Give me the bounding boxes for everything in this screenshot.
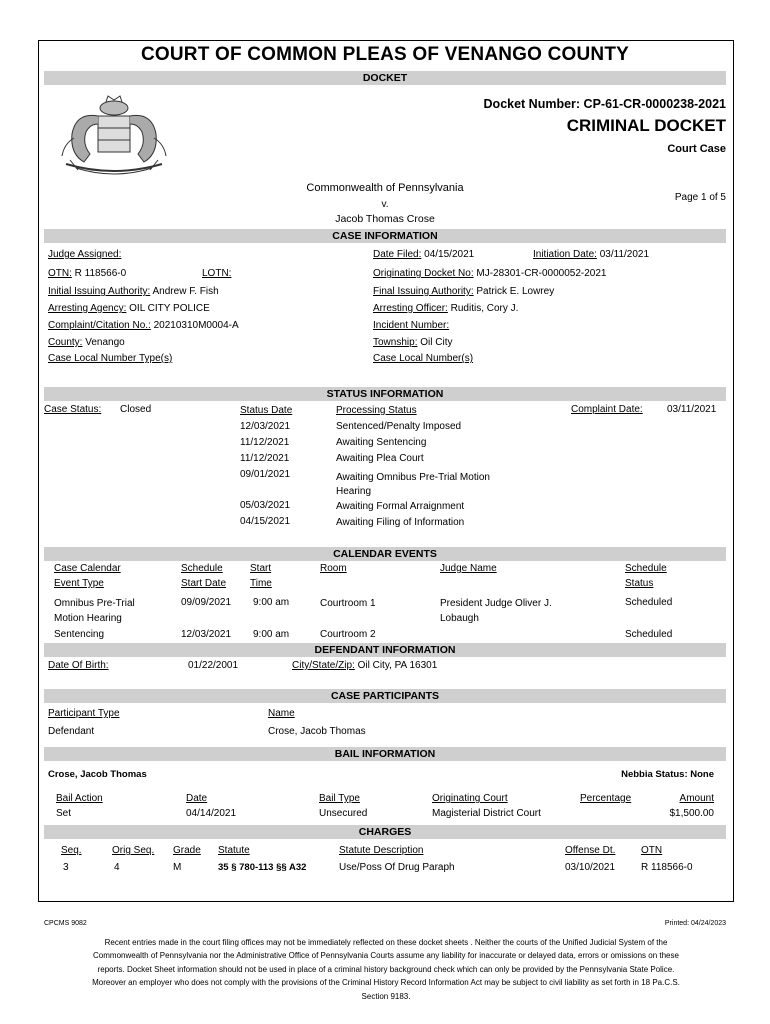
calendar-start-date: 09/09/2021 [181, 597, 232, 608]
calendar-events-bar: CALENDAR EVENTS [44, 547, 726, 561]
calendar-event-type-continued: Motion Hearing [54, 613, 122, 624]
calendar-col-start-date: Schedule [181, 563, 223, 574]
dob-label: Date Of Birth: [48, 660, 109, 671]
charge-description: Use/Poss Of Drug Paraph [339, 862, 455, 873]
status-row-status: Awaiting Filing of Information [336, 517, 465, 528]
calendar-col-start-date-2: Start Date [181, 578, 227, 589]
otn-label: OTN: [48, 268, 72, 279]
calendar-col-event-type: Case Calendar [54, 563, 121, 574]
participant-name-label: Name [268, 708, 295, 719]
date-filed-label: Date Filed: [373, 249, 422, 260]
bail-type-label: Bail Type [319, 793, 360, 804]
bail-amount: $1,500.00 [669, 808, 714, 819]
status-information-bar: STATUS INFORMATION [44, 387, 726, 401]
calendar-start-date: 12/03/2021 [181, 629, 232, 640]
complaint-date-label: Complaint Date: [571, 404, 643, 415]
case-participants-bar: CASE PARTICIPANTS [44, 689, 726, 703]
initial-issuing-value: Andrew F. Fish [152, 286, 219, 297]
bail-date-label: Date [186, 793, 208, 804]
defendant-information-bar: DEFENDANT INFORMATION [44, 643, 726, 657]
case-local-numbers-label: Case Local Number(s) [373, 353, 474, 364]
docket-type: CRIMINAL DOCKET [566, 116, 726, 135]
dob-value: 01/22/2001 [188, 660, 239, 671]
calendar-col-start-time: Start [250, 563, 272, 574]
calendar-room: Courtroom 2 [320, 629, 376, 640]
docket-number: Docket Number: CP-61-CR-0000238-2021 [483, 97, 726, 111]
calendar-col-event-type-2: Event Type [54, 578, 104, 589]
originating-docket-label: Originating Docket No: [373, 268, 474, 279]
disclaimer-note: Recent entries made in the court filing offices may not be immediately reflected on these docket sheets . Neither the courts of the Unified Judicial System of the Commonwealth of Pennsylvania nor the Administrative Office of Pennsylvania Courts assume any liability for inaccurate or delayed data, errors or omissions on these reports. Docket Sheet information should not be used in place of a criminal history background check which can only be provided by the Pennsylvania State Police. Moreover an employer who does not comply with the provisions of the Criminal History Record Information Act may be subject to civil liability as set forth in 18 Pa.C.S. Section 9183. [92, 938, 680, 1001]
charge-seq-label: Seq. [61, 845, 82, 856]
court-title: COURT OF COMMON PLEAS OF VENANGO COUNTY [140, 44, 630, 65]
initial-issuing-label: Initial Issuing Authority: [48, 286, 151, 297]
printed-date: Printed: 04/24/2023 [664, 920, 726, 927]
bail-type: Unsecured [319, 808, 368, 819]
status-date-label: Status Date [240, 405, 293, 416]
charge-offense-date-label: Offense Dt. [565, 845, 616, 856]
complaint-number-label: Complaint/Citation No.: [48, 320, 151, 331]
status-row-status: Awaiting Formal Arraignment [336, 501, 465, 512]
otn-value: R 118566-0 [74, 268, 127, 279]
initiation-date-value: 03/11/2021 [599, 249, 650, 260]
calendar-col-start-time-2: Time [250, 578, 272, 589]
status-row-date: 05/03/2021 [240, 500, 291, 511]
initiation-date-label: Initiation Date: [533, 249, 597, 260]
status-row-date: 04/15/2021 [240, 516, 291, 527]
originating-court-label: Originating Court [432, 793, 508, 804]
judge-assigned-label: Judge Assigned: [48, 249, 122, 260]
status-row-status: Awaiting Sentencing [336, 437, 427, 448]
pennsylvania-coat-of-arms-seal [56, 94, 172, 176]
city-state-zip-value: Oil City, PA 16301 [357, 660, 438, 671]
case-status-value: Closed [120, 404, 152, 415]
bail-date: 04/14/2021 [186, 808, 237, 819]
caption-defendant: Jacob Thomas Crose [335, 213, 435, 225]
arresting-officer-value: Ruditis, Cory J. [450, 303, 519, 314]
arresting-agency-value: OIL CITY POLICE [129, 303, 210, 314]
participant-type: Defendant [48, 726, 95, 737]
form-id: CPCMS 9082 [44, 920, 87, 927]
charge-orig-seq-label: Orig Seq. [112, 845, 155, 856]
originating-docket-value: MJ-28301-CR-0000052-2021 [476, 268, 607, 279]
caption-plaintiff: Commonwealth of Pennsylvania [306, 182, 464, 194]
calendar-col-judge: Judge Name [440, 563, 497, 574]
nebbia-status: Nebbia Status: None [621, 769, 714, 780]
status-row-status: Awaiting Omnibus Pre-Trial Motion [336, 472, 490, 483]
calendar-start-time: 9:00 am [253, 629, 290, 640]
charge-orig-seq: 4 [114, 862, 120, 873]
calendar-col-status: Schedule [625, 563, 667, 574]
charge-grade-label: Grade [173, 845, 201, 856]
county-value: Venango [85, 337, 125, 348]
charge-seq: 3 [63, 862, 69, 873]
calendar-status: Scheduled [625, 597, 673, 608]
charge-offense-date: 03/10/2021 [565, 862, 616, 873]
status-row-date: 09/01/2021 [240, 469, 291, 480]
calendar-judge-continued: Lobaugh [440, 613, 479, 624]
township-label: Township: [373, 337, 418, 348]
charge-description-label: Statute Description [339, 845, 424, 856]
participant-type-label: Participant Type [48, 708, 120, 719]
amount-label: Amount [679, 793, 714, 804]
bail-information-bar: BAIL INFORMATION [44, 747, 726, 761]
incident-number-label: Incident Number: [373, 320, 450, 331]
calendar-judge: President Judge Oliver J. [440, 598, 552, 609]
complaint-date-value: 03/11/2021 [667, 404, 717, 415]
status-row-date: 11/12/2021 [240, 453, 290, 464]
final-issuing-value: Patrick E. Lowrey [476, 286, 555, 297]
status-row-date: 12/03/2021 [240, 421, 291, 432]
status-row-date: 11/12/2021 [240, 437, 290, 448]
status-row-status: Sentenced/Penalty Imposed [336, 421, 462, 432]
calendar-room: Courtroom 1 [320, 598, 376, 609]
case-information-bar: CASE INFORMATION [44, 229, 726, 243]
processing-status-label: Processing Status [336, 405, 417, 416]
participant-name: Crose, Jacob Thomas [268, 726, 366, 737]
final-issuing-label: Final Issuing Authority: [373, 286, 474, 297]
calendar-status: Scheduled [625, 629, 673, 640]
bail-action-label: Bail Action [56, 793, 103, 804]
status-row-status: Awaiting Plea Court [336, 453, 424, 464]
charge-statute: 35 § 780-113 §§ A32 [218, 862, 307, 873]
status-row-status-continued: Hearing [336, 486, 372, 497]
calendar-start-time: 9:00 am [253, 597, 290, 608]
city-state-zip-label: City/State/Zip: [292, 660, 355, 671]
complaint-number-value: 20210310M0004-A [153, 320, 239, 331]
township-value: Oil City [420, 337, 453, 348]
calendar-event-type: Sentencing [54, 629, 105, 640]
originating-court: Magisterial District Court [432, 808, 541, 819]
lotn-label: LOTN: [202, 268, 232, 279]
calendar-col-room: Room [320, 563, 347, 574]
docket-bar: DOCKET [44, 71, 726, 85]
case-local-type-label: Case Local Number Type(s) [48, 353, 173, 364]
arresting-agency-label: Arresting Agency: [48, 303, 127, 314]
case-status-label: Case Status: [44, 404, 102, 415]
charge-grade: M [173, 862, 182, 873]
caption-versus: v. [381, 199, 389, 210]
charge-statute-label: Statute [218, 845, 250, 856]
bail-action: Set [56, 808, 72, 819]
page-indicator: Page 1 of 5 [674, 192, 726, 203]
court-case-label: Court Case [667, 143, 726, 155]
charge-otn-label: OTN [641, 845, 663, 856]
bail-person: Crose, Jacob Thomas [48, 769, 147, 780]
calendar-col-status-2: Status [625, 578, 654, 589]
charges-bar: CHARGES [44, 825, 726, 839]
calendar-event-type: Omnibus Pre-Trial [54, 598, 135, 609]
charge-otn: R 118566-0 [641, 862, 693, 873]
arresting-officer-label: Arresting Officer: [373, 303, 448, 314]
date-filed-value: 04/15/2021 [424, 249, 475, 260]
percentage-label: Percentage [580, 793, 632, 804]
county-label: County: [48, 337, 83, 348]
